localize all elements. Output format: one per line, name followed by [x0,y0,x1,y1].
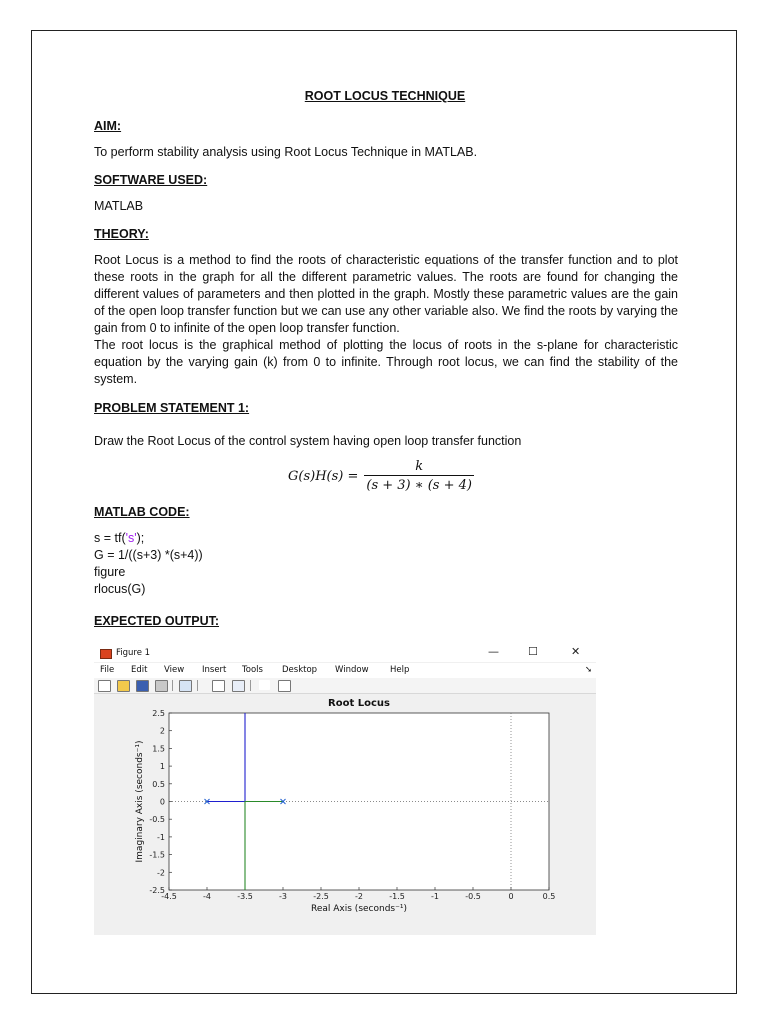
aim-text: To perform stability analysis using Root Locus Technique in MATLAB. [94,145,478,159]
y-tick-label: -0.5 [149,815,165,825]
y-tick-label: 1.5 [152,744,165,754]
close-button[interactable]: ✕ [571,645,581,658]
code-line-3: figure [94,565,126,579]
code-line-1-end: ); [136,531,145,545]
save-icon[interactable] [136,680,149,692]
y-tick-label: -2 [157,868,165,878]
code-line-2: G = 1/((s+3) *(s+4)) [94,548,203,562]
x-tick-label: -4 [203,892,211,901]
problem-heading: PROBLEM STATEMENT 1: [94,401,250,415]
x-tick-label: -4.5 [161,892,177,901]
figure-titlebar [94,644,596,662]
chart-title: Root Locus [328,698,390,709]
menu-tools[interactable]: Tools [242,665,263,675]
new-figure-icon[interactable] [98,680,111,692]
transfer-function-formula [288,459,474,493]
edit-plot-icon[interactable] [259,680,270,690]
theory-heading: THEORY: [94,227,149,241]
x-tick-label: -3.5 [237,892,253,901]
x-tick-label: 0 [508,892,514,901]
theory-paragraph-1: Root Locus is a method to find the roots of characteristic equations of the transfer function and to plot these roots in the graph for all the different parametric values. The roots are found for changing the different values of parameters and then plotted in the graph. Mostly these parametric values are the gain of the open loop transfer function but we can use any other variable also. We find the roots by varying the gain from 0 to infinite of the open loop transfer function. [94,253,678,335]
code-line-1 [94,530,678,547]
x-axis-label: Real Axis (seconds⁻¹) [311,904,407,914]
x-tick-label: -2.5 [313,892,329,901]
theory-paragraph-2: The root locus is the graphical method of plotting the locus of roots in the s-plane for characteristic equation by the varying gain (k) from 0 to infinite. Through root locus, we can find the stability of the system. [94,338,678,386]
y-tick-label: 0.5 [152,779,165,789]
link-plot-icon[interactable] [179,680,192,692]
x-tick-label: 0.5 [542,892,556,901]
x-tick-label: -1.5 [389,892,405,901]
aim-heading: AIM: [94,119,122,133]
y-axis-label: Imaginary Axis (seconds⁻¹) [135,740,145,863]
toolbar-divider [250,680,251,691]
code-heading: MATLAB CODE: [94,505,190,519]
code-line-1-start: s = tf( [94,531,126,545]
x-tick-label: -2 [355,892,363,901]
menu-help[interactable]: Help [390,665,410,675]
property-editor-icon[interactable] [278,680,291,692]
y-tick-label: -1.5 [149,850,165,860]
toolbar-divider [172,680,173,691]
page-title: ROOT LOCUS TECHNIQUE [304,89,466,103]
print-icon[interactable] [155,680,168,692]
maximize-button[interactable]: ☐ [528,645,538,658]
menu-dock-arrow-icon[interactable]: ➘ [585,665,593,675]
y-tick-label: 1 [159,762,165,772]
y-tick-label: -1 [157,832,165,842]
x-tick-label: -1 [431,892,439,901]
insert-colorbar-icon[interactable] [212,680,225,692]
menu-window[interactable]: Window [335,665,369,675]
menu-desktop[interactable]: Desktop [282,665,318,675]
document-page [31,30,737,994]
y-tick-label: 0 [159,797,165,807]
formula-denominator: (s + 3) ∗ (s + 4) [364,475,474,493]
menu-insert[interactable]: Insert [202,665,227,675]
matlab-figure-icon [100,649,112,659]
menu-file[interactable]: File [100,665,115,675]
output-heading: EXPECTED OUTPUT: [94,614,220,628]
open-file-icon[interactable] [117,680,130,692]
y-tick-label: -2.5 [149,886,165,895]
formula-numerator: k [415,459,424,474]
root-locus-chart [94,694,596,935]
software-text: MATLAB [94,199,144,213]
software-heading: SOFTWARE USED: [94,173,208,187]
y-tick-label: 2.5 [152,709,165,718]
problem-text: Draw the Root Locus of the control system having open loop transfer function [94,434,522,448]
figure-toolbar [94,678,596,694]
insert-legend-icon[interactable] [232,680,245,692]
formula-fraction [364,459,474,493]
x-tick-label: -3 [279,892,287,901]
x-tick-label: -0.5 [465,892,481,901]
menu-view[interactable]: View [164,665,185,675]
y-tick-label: 2 [159,726,165,736]
formula-lhs: G(s)H(s) = [288,468,359,484]
minimize-button[interactable]: — [488,645,499,658]
code-string-literal: 's' [125,531,137,545]
figure-title: Figure 1 [116,648,151,658]
code-line-4: rlocus(G) [94,582,146,596]
figure-menubar [94,663,596,678]
menu-edit[interactable]: Edit [131,665,148,675]
toolbar-divider [197,680,198,691]
matlab-figure-window [94,644,596,935]
